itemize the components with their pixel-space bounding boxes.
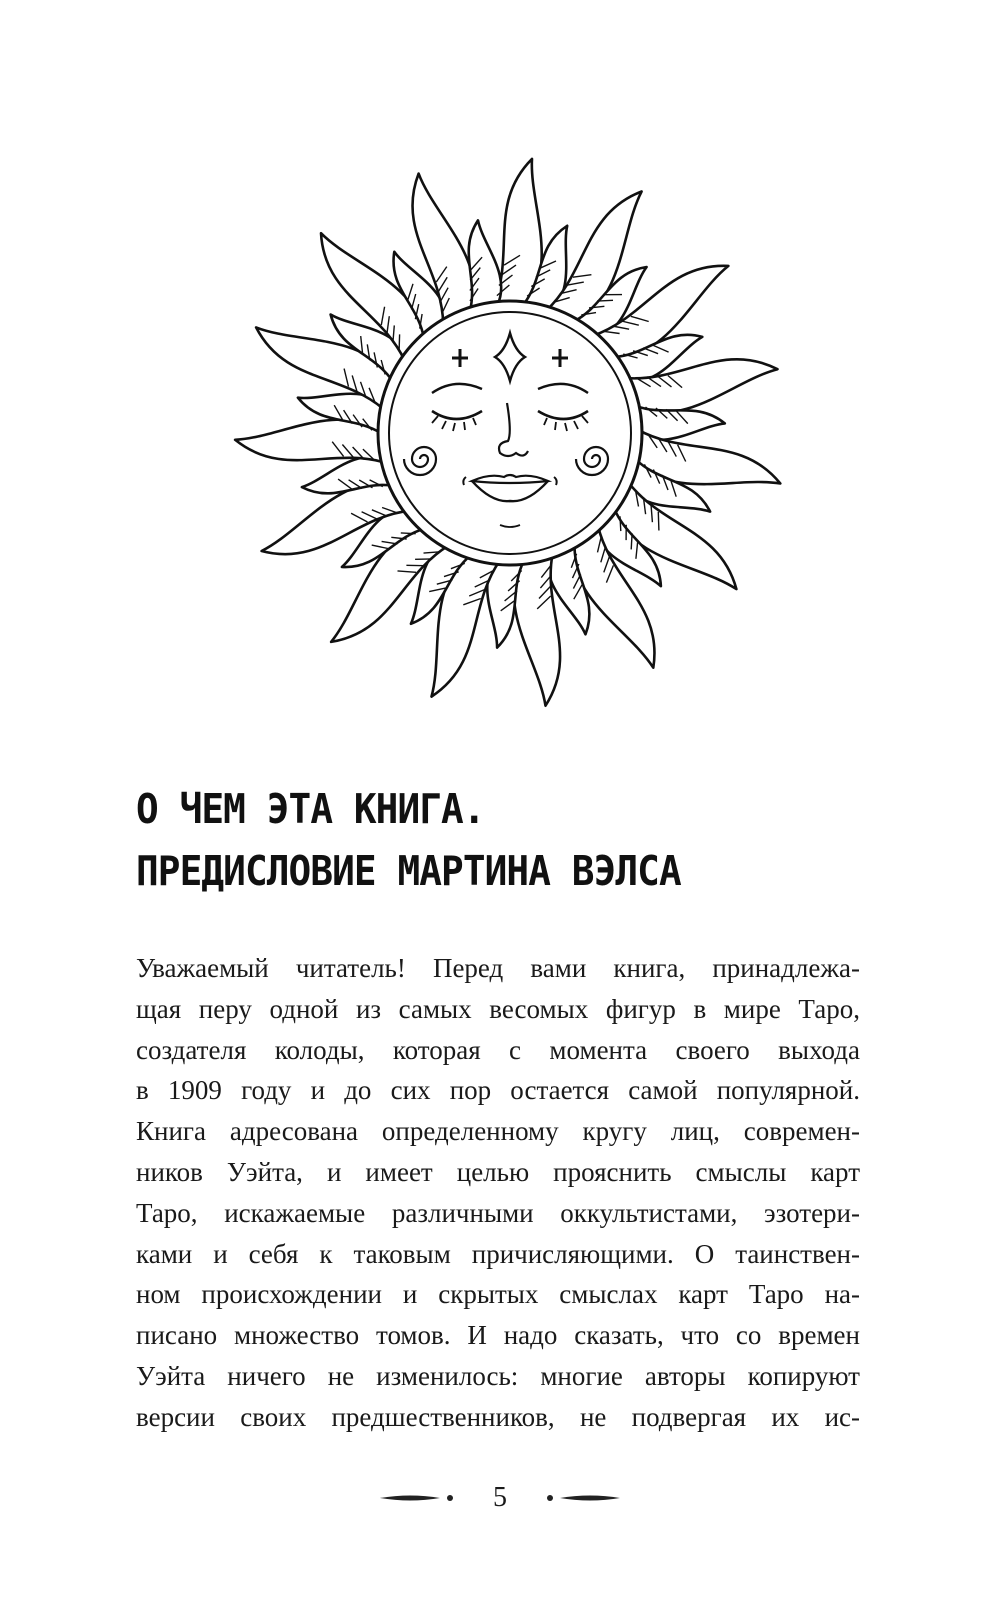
text-line: писано множество томов. И надо сказать, что со времен bbox=[136, 1320, 860, 1351]
text-line: Уважаемый читатель! Перед вами книга, принадлежа- bbox=[136, 953, 860, 983]
ray-hatch bbox=[399, 334, 400, 350]
page-footer bbox=[380, 1478, 620, 1518]
text-line: создателя колоды, которая с момента своего выхода bbox=[136, 1034, 860, 1065]
ray-hatch bbox=[658, 512, 659, 531]
text-line: ками и себя к таковым причисляющими. О таинствен- bbox=[136, 1238, 860, 1269]
text-line: Таро, искажаемые различными оккультистами, эзотери- bbox=[136, 1197, 860, 1228]
sun-face-icon bbox=[225, 148, 795, 718]
body-paragraph bbox=[136, 948, 860, 1438]
ray-hatch bbox=[401, 533, 416, 534]
text-line: щая перу одной из самых весомых фигур в мире Таро, bbox=[136, 993, 860, 1024]
text-line: ников Уэйта, и имеет целью прояснить смыслы карт bbox=[136, 1156, 860, 1187]
text-line: в 1909 году и до сих пор остается самой популярной. bbox=[136, 1075, 860, 1106]
ray-hatch bbox=[620, 516, 621, 531]
text-line: Книга адресована определенному кругу лиц, современ- bbox=[136, 1116, 860, 1147]
ray-hatch bbox=[631, 533, 632, 549]
heading-line-2: ПРЕДИСЛОВИЕ МАРТИНА ВЭЛСА bbox=[136, 847, 681, 895]
chapter-heading bbox=[136, 778, 817, 902]
heading-line-1: О ЧЕМ ЭТА КНИГА. bbox=[136, 785, 485, 833]
text-line: версии своих предшественников, не подвергая их ис- bbox=[136, 1401, 860, 1432]
text-line: ном происхождении и скрытых смыслах карт Таро на- bbox=[136, 1279, 860, 1310]
text-line: Уэйта ничего не изменилось: многие авторы копируют bbox=[136, 1360, 860, 1391]
ray-hatch bbox=[597, 300, 613, 301]
page-number: 5 bbox=[493, 1482, 507, 1513]
